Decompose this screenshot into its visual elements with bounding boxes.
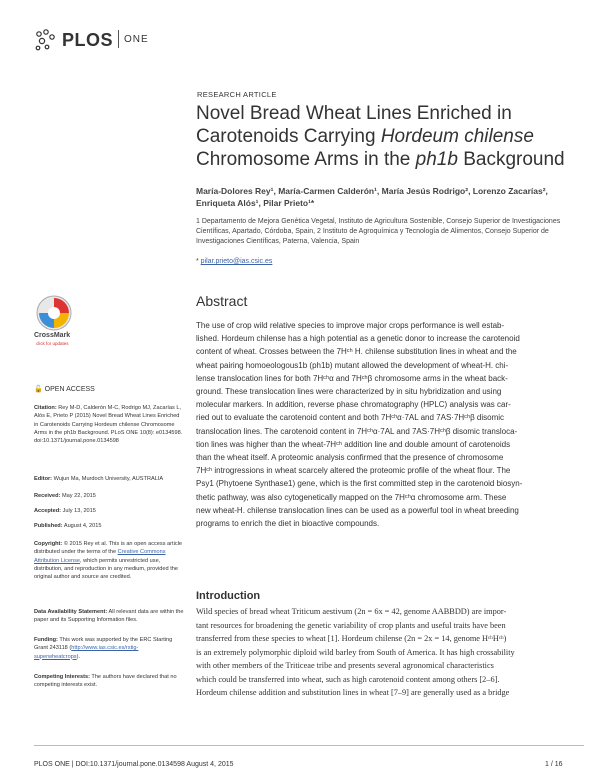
abstract-line: molecular markers. In addition, reverse phase chromatography (HPLC) analysis was car-	[196, 400, 511, 410]
accepted-date: July 13, 2015	[62, 508, 96, 514]
copyright-tail: , which permits unrestricted use, distribution, and reproduction in any medium, provided the original author and source are credited.	[34, 557, 178, 581]
abstract-line: programs to enrich the diet in bioactive compounds.	[196, 519, 380, 529]
abstract-line: ground. These translocation lines were characterized by in situ hybridization and using	[196, 387, 502, 397]
introduction-line: transferred from these species to wheat [1]. Hordeum chilense (2n = 2x = 14, genome HᶜʰHᶜʰ)	[196, 634, 507, 643]
copyright	[34, 540, 184, 581]
received-date: May 22, 2015	[62, 493, 96, 499]
funding-text: This work was supported by the ERC Starting Grant 243118 (	[34, 637, 173, 652]
title-species: Hordeum chilense	[380, 126, 534, 147]
plos-wordmark: PLOS	[62, 30, 114, 50]
citation	[34, 404, 184, 445]
funding-tail: ).	[76, 653, 81, 660]
abstract-line: The use of crop wild relative species to improve major crops performance is well estab-	[196, 321, 505, 330]
title-line-3	[196, 148, 576, 171]
open-lock-icon: 🔓	[34, 386, 43, 393]
logo-divider	[118, 30, 119, 48]
abstract-line: wheat pairing homoeologous1b (ph1b) mutant allowed the development of wheat-H. chi-	[196, 360, 509, 370]
competing-interests	[34, 673, 184, 690]
introduction-line: with other members of the Triticeae tribe and presents several agronomical characteristics	[196, 661, 494, 670]
title-mutant: ph1b	[415, 149, 458, 170]
article-title	[196, 102, 576, 171]
corresponding-email: * pilar.prieto@ias.csic.es	[196, 258, 273, 265]
editor-text: Wujun Ma, Murdoch University, AUSTRALIA	[53, 476, 164, 482]
affiliation-2: 2 Instituto de Agroquímica y Tecnología de Alimentos, Consejo Superior de Investigaciones Científicas, Paterna, Valencia, Spain	[196, 228, 549, 245]
abstract-heading: Abstract	[196, 293, 248, 309]
abstract-line: lished. Hordeum chilense has a high potential as a genetic donor to increase the carotenoid	[196, 334, 520, 344]
license-link[interactable]: Creative Commons Attribution License	[34, 549, 166, 564]
abstract-line: tion lines was higher than the wheat-7Hᶜʰ addition line and double amount of carotenoids	[196, 439, 511, 449]
abstract-line: Psy1 (Phytoene Synthase1) gene, which is the first committed step in the carotenoid biosyn-	[196, 479, 523, 489]
copyright-text: © 2015 Rey et al. This is an open access article distributed under the terms of the	[34, 541, 182, 556]
editor	[34, 475, 184, 483]
title-text: Background	[457, 149, 565, 170]
data-availability-text: All relevant data are within the paper and its Supporting Information files.	[34, 609, 184, 624]
funding-link[interactable]: http://www.ias.csic.es/rstig-superwheatcrops	[34, 645, 139, 660]
footer-citation: PLOS ONE | DOI:10.1371/journal.pone.0134598 August 4, 2015	[34, 761, 234, 768]
open-access-label: OPEN ACCESS	[44, 386, 95, 393]
copyright-label: Copyright:	[34, 541, 63, 547]
data-availability	[34, 608, 184, 625]
affiliation-1: 1 Departamento de Mejora Genética Vegetal, Instituto de Agricultura Sostenible, Consejo Superior de Investigaciones Científicas, Apartado, Córdoba, Spain,	[196, 218, 561, 235]
authors-line: Enriqueta Alós¹, Pilar Prieto¹*	[196, 198, 315, 208]
authors-line: María-Dolores Rey¹, María-Carmen Calderón¹, María Jesús Rodrigo², Lorenzo Zacarías²,	[196, 186, 548, 196]
abstract-line: ried out to evaluate the carotenoid content and both 7Hᶜʰα·7AL and 7AS·7Hᶜʰβ disomic	[196, 413, 505, 423]
published-date: August 4, 2015	[63, 523, 102, 529]
funding-label: Funding:	[34, 637, 58, 643]
funding	[34, 636, 184, 661]
introduction-line: tant resources for broadening the genetic variability of crop plants and useful traits have been	[196, 620, 506, 630]
accepted	[34, 507, 184, 515]
data-availability-label: Data Availability Statement:	[34, 609, 108, 615]
plos-logo-icon	[34, 28, 60, 52]
crossmark-label[interactable]: CrossMark	[34, 332, 71, 339]
abstract-line: content of wheat. Crosses between the 7Hᶜʰ H. chilense substitution lines in wheat and the	[196, 347, 517, 357]
accepted-label: Accepted:	[34, 508, 62, 514]
abstract-line: translocation lines. The carotenoid content in 7Hᶜʰα·7AL and 7AS·7Hᶜʰβ disomic transloca-	[196, 426, 518, 436]
title-line-1: Novel Bread Wheat Lines Enriched in	[196, 103, 512, 124]
introduction-line: Wild species of bread wheat Triticum aestivum (2n = 6x = 42, genome AABBDD) are impor-	[196, 607, 507, 616]
author-list	[196, 185, 576, 209]
article-type: RESEARCH ARTICLE	[197, 90, 277, 99]
published-label: Published:	[34, 523, 63, 529]
abstract-line: than the wheat itself. A proteomic analysis confirmed that the presence of chromosome	[196, 453, 504, 463]
citation-label: Citation:	[34, 405, 57, 411]
introduction-line: which could be transferred into wheat, such as high carotenoid content among others [2–6].	[196, 674, 500, 684]
competing-text: The authors have declared that no competing interests exist.	[34, 674, 177, 689]
received-label: Received:	[34, 493, 61, 499]
abstract-line: lense translocation lines for both 7Hᶜʰα and 7Hᶜʰβ chromosome arms in the wheat back-	[196, 373, 508, 383]
editor-label: Editor:	[34, 476, 53, 482]
crossmark-icon[interactable]	[34, 294, 74, 332]
crossmark-sub[interactable]: click for updates	[36, 341, 69, 346]
title-text: Carotenoids Carrying	[196, 126, 381, 147]
published	[34, 522, 184, 530]
introduction-heading: Introduction	[196, 590, 261, 602]
page-number: 1 / 16	[545, 761, 563, 768]
footer-divider	[34, 745, 584, 746]
email-link[interactable]: pilar.prieto@ias.csic.es	[200, 258, 273, 265]
introduction-line: is an extremely polymorphic diploid wild barley from South of America. It has high crossability	[196, 647, 515, 657]
competing-label: Competing Interests:	[34, 674, 90, 680]
abstract-line: 7Hᶜʰ introgressions in wheat scarcely altered the proteomic profile of the wheat flour. The	[196, 466, 511, 476]
introduction-body	[196, 605, 584, 700]
open-access	[34, 385, 95, 393]
affiliations	[196, 217, 576, 247]
abstract-body	[196, 319, 584, 530]
journal-name: ONE	[124, 34, 149, 45]
abstract-line: new wheat-H. chilense translocation lines can be used as a powerful tool in wheat breeding	[196, 505, 519, 515]
introduction-line: Hordeum chilense addition and substitution lines in wheat [7–9] are generally used as a bridge	[196, 688, 510, 697]
citation-text: Rey M-D, Calderón M-C, Rodrigo MJ, Zacarías L, Alós E, Prieto P (2015) Novel Bread Wheat Lines Enriched in Carotenoids Carrying Hordeum chilense Chromosome Arms in the ph1b Background. PLoS ONE 10(8): e0134598. doi:10.1371/journal.pone.0134598	[34, 405, 183, 445]
title-line-2	[196, 125, 576, 148]
received	[34, 492, 184, 500]
abstract-line: thetic pathway, was also cytogenetically mapped on the 7Hᶜʰα chromosome arm. These	[196, 492, 507, 502]
title-text: Chromosome Arms in the	[196, 149, 416, 170]
